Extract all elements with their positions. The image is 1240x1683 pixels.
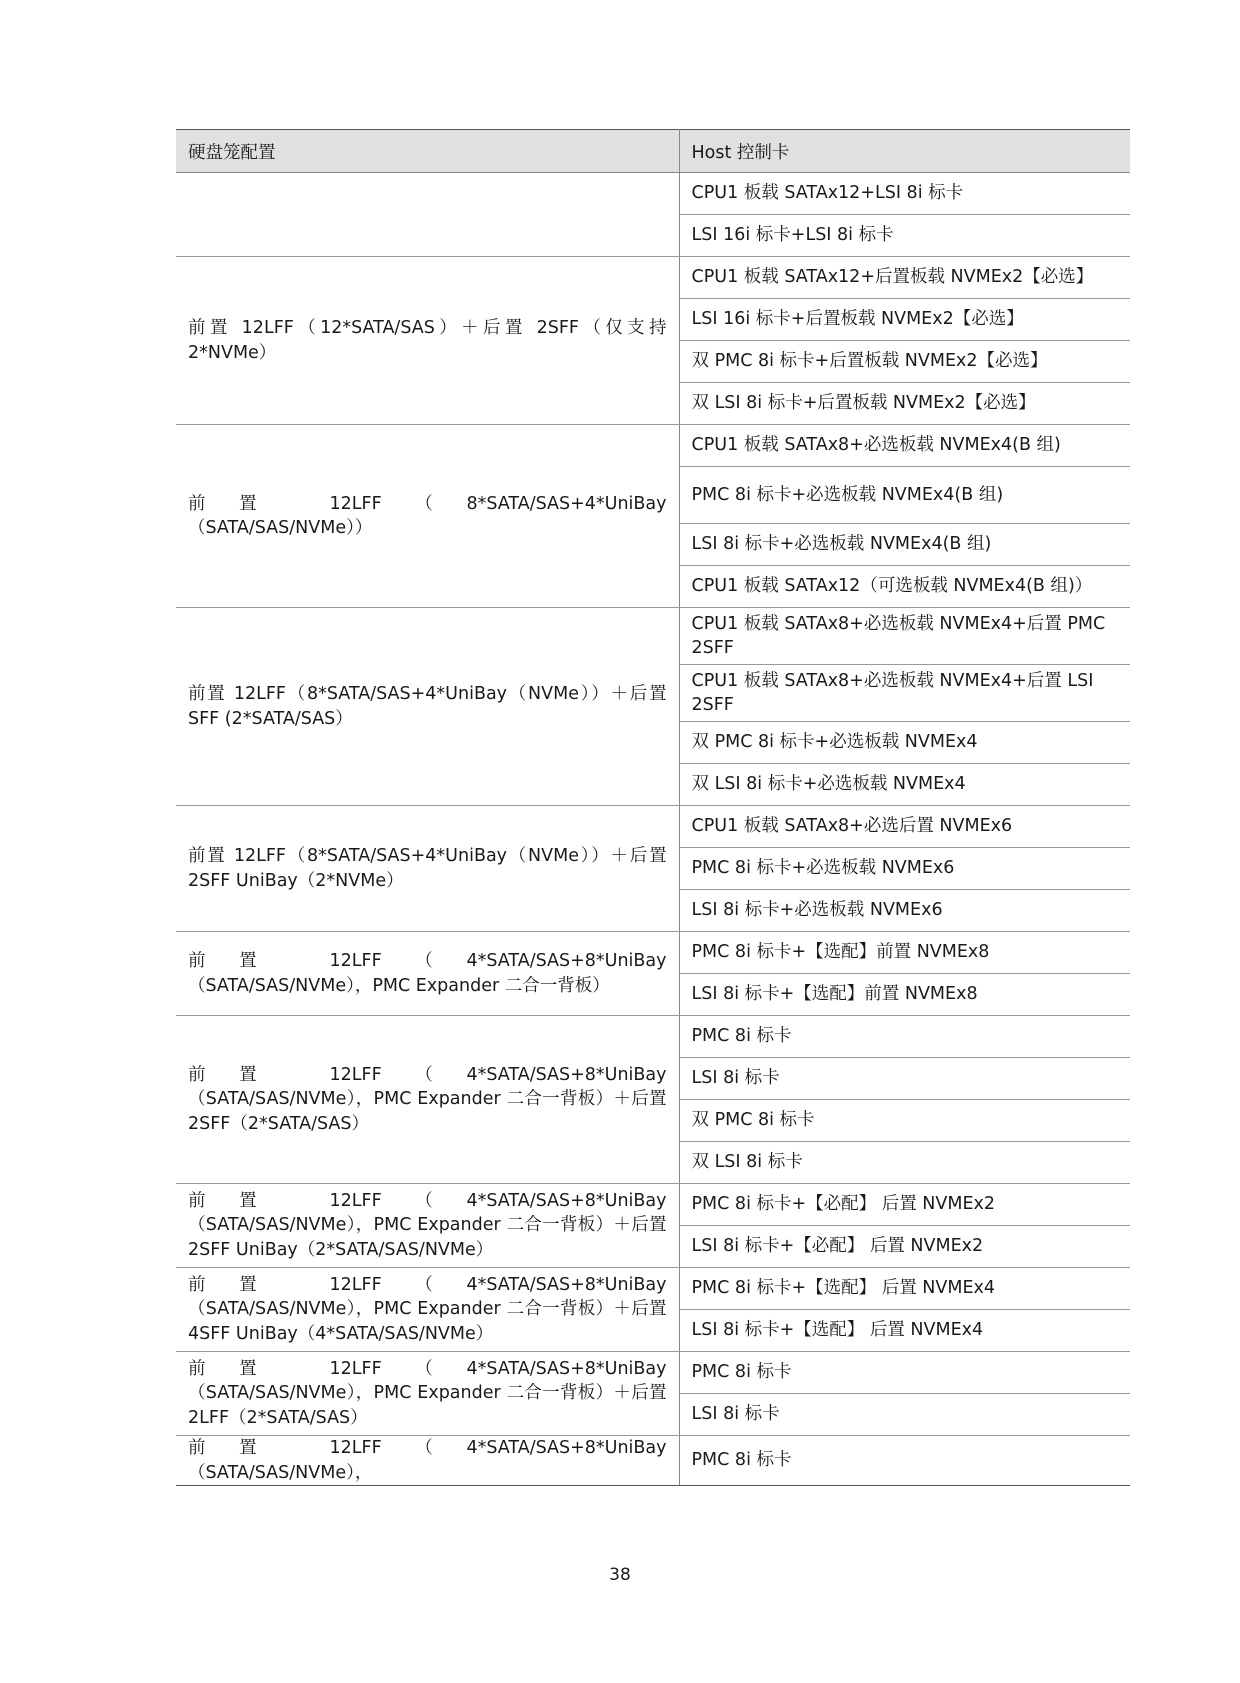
table-row [176,173,1130,215]
host-controller: CPU1 板载 SATAx8+必选板载 NVMEx4+后置 LSI 2SFF [679,665,1130,722]
host-controller: PMC 8i 标卡 [679,1436,1130,1486]
host-controller: CPU1 板载 SATAx12+LSI 8i 标卡 [679,173,1130,215]
host-controller: 双 LSI 8i 标卡+必选板载 NVMEx4 [679,764,1130,806]
table-row [176,932,1130,974]
drive-cage-config: 前置 12LFF（4*SATA/SAS+8*UniBay（SATA/SAS/NVMe），PMC Expander 二合一背板）＋后置 2LFF（2*SATA/SAS） [176,1352,679,1436]
drive-cage-config: 前置 12LFF（4*SATA/SAS+8*UniBay（SATA/SAS/NVMe），PMC Expander 二合一背板）＋后置 4SFF UniBay（4*SATA/SAS/NVMe） [176,1268,679,1352]
drive-cage-config: 前置 12LFF（4*SATA/SAS+8*UniBay（SATA/SAS/NVMe），PMC Expander 二合一背板） [176,932,679,1016]
host-controller: PMC 8i 标卡+【必配】 后置 NVMEx2 [679,1184,1130,1226]
host-controller: PMC 8i 标卡+【选配】前置 NVMEx8 [679,932,1130,974]
host-controller: LSI 16i 标卡+后置板载 NVMEx2【必选】 [679,299,1130,341]
drive-cage-config: 前置 12LFF（8*SATA/SAS+4*UniBay（SATA/SAS/NVMe）） [176,425,679,608]
header-host-controller: Host 控制卡 [679,130,1130,173]
host-controller: PMC 8i 标卡 [679,1016,1130,1058]
table-row [176,257,1130,299]
host-controller: CPU1 板载 SATAx8+必选板载 NVMEx4(B 组) [679,425,1130,467]
drive-cage-config: 前置 12LFF（4*SATA/SAS+8*UniBay（SATA/SAS/NVMe）， [176,1436,679,1486]
host-controller: 双 LSI 8i 标卡+后置板载 NVMEx2【必选】 [679,383,1130,425]
table-row [176,1016,1130,1058]
table-header-row [176,130,1130,173]
host-controller: CPU1 板载 SATAx8+必选后置 NVMEx6 [679,806,1130,848]
config-table [176,129,1130,1486]
host-controller: PMC 8i 标卡+必选板载 NVMEx4(B 组) [679,467,1130,524]
host-controller: 双 PMC 8i 标卡+必选板载 NVMEx4 [679,722,1130,764]
host-controller: LSI 8i 标卡+【选配】前置 NVMEx8 [679,974,1130,1016]
host-controller: CPU1 板载 SATAx8+必选板载 NVMEx4+后置 PMC 2SFF [679,608,1130,665]
table-row [176,1268,1130,1310]
table-row [176,1352,1130,1394]
host-controller: PMC 8i 标卡+【选配】 后置 NVMEx4 [679,1268,1130,1310]
host-controller: LSI 16i 标卡+LSI 8i 标卡 [679,215,1130,257]
host-controller: PMC 8i 标卡+必选板载 NVMEx6 [679,848,1130,890]
table-row [176,425,1130,467]
host-controller: 双 PMC 8i 标卡 [679,1100,1130,1142]
drive-cage-config: 前置 12LFF（4*SATA/SAS+8*UniBay（SATA/SAS/NVMe），PMC Expander 二合一背板）＋后置 2SFF UniBay（2*SATA/SAS/NVMe） [176,1184,679,1268]
header-drive-cage: 硬盘笼配置 [176,130,679,173]
table-row [176,1184,1130,1226]
host-controller: LSI 8i 标卡 [679,1058,1130,1100]
drive-cage-config: 前置 12LFF（12*SATA/SAS）＋后置 2SFF（仅支持 2*NVMe） [176,257,679,425]
host-controller: 双 PMC 8i 标卡+后置板载 NVMEx2【必选】 [679,341,1130,383]
drive-cage-config: 前置 12LFF（8*SATA/SAS+4*UniBay（NVMe））＋后置 SFF (2*SATA/SAS） [176,608,679,806]
host-controller: LSI 8i 标卡+【选配】 后置 NVMEx4 [679,1310,1130,1352]
table-row [176,1436,1130,1486]
table-row [176,608,1130,665]
host-controller: PMC 8i 标卡 [679,1352,1130,1394]
host-controller: LSI 8i 标卡+【必配】 后置 NVMEx2 [679,1226,1130,1268]
table-row [176,806,1130,848]
host-controller: LSI 8i 标卡+必选板载 NVMEx6 [679,890,1130,932]
drive-cage-config: 前置 12LFF（4*SATA/SAS+8*UniBay（SATA/SAS/NVMe），PMC Expander 二合一背板）＋后置 2SFF（2*SATA/SAS） [176,1016,679,1184]
drive-cage-config: 前置 12LFF（8*SATA/SAS+4*UniBay（NVMe））＋后置 2SFF UniBay（2*NVMe） [176,806,679,932]
host-controller: 双 LSI 8i 标卡 [679,1142,1130,1184]
page-number: 38 [609,1565,631,1585]
host-controller: CPU1 板载 SATAx12（可选板载 NVMEx4(B 组)） [679,566,1130,608]
host-controller: LSI 8i 标卡+必选板载 NVMEx4(B 组) [679,524,1130,566]
host-controller: LSI 8i 标卡 [679,1394,1130,1436]
drive-cage-config [176,173,679,257]
host-controller: CPU1 板载 SATAx12+后置板载 NVMEx2【必选】 [679,257,1130,299]
